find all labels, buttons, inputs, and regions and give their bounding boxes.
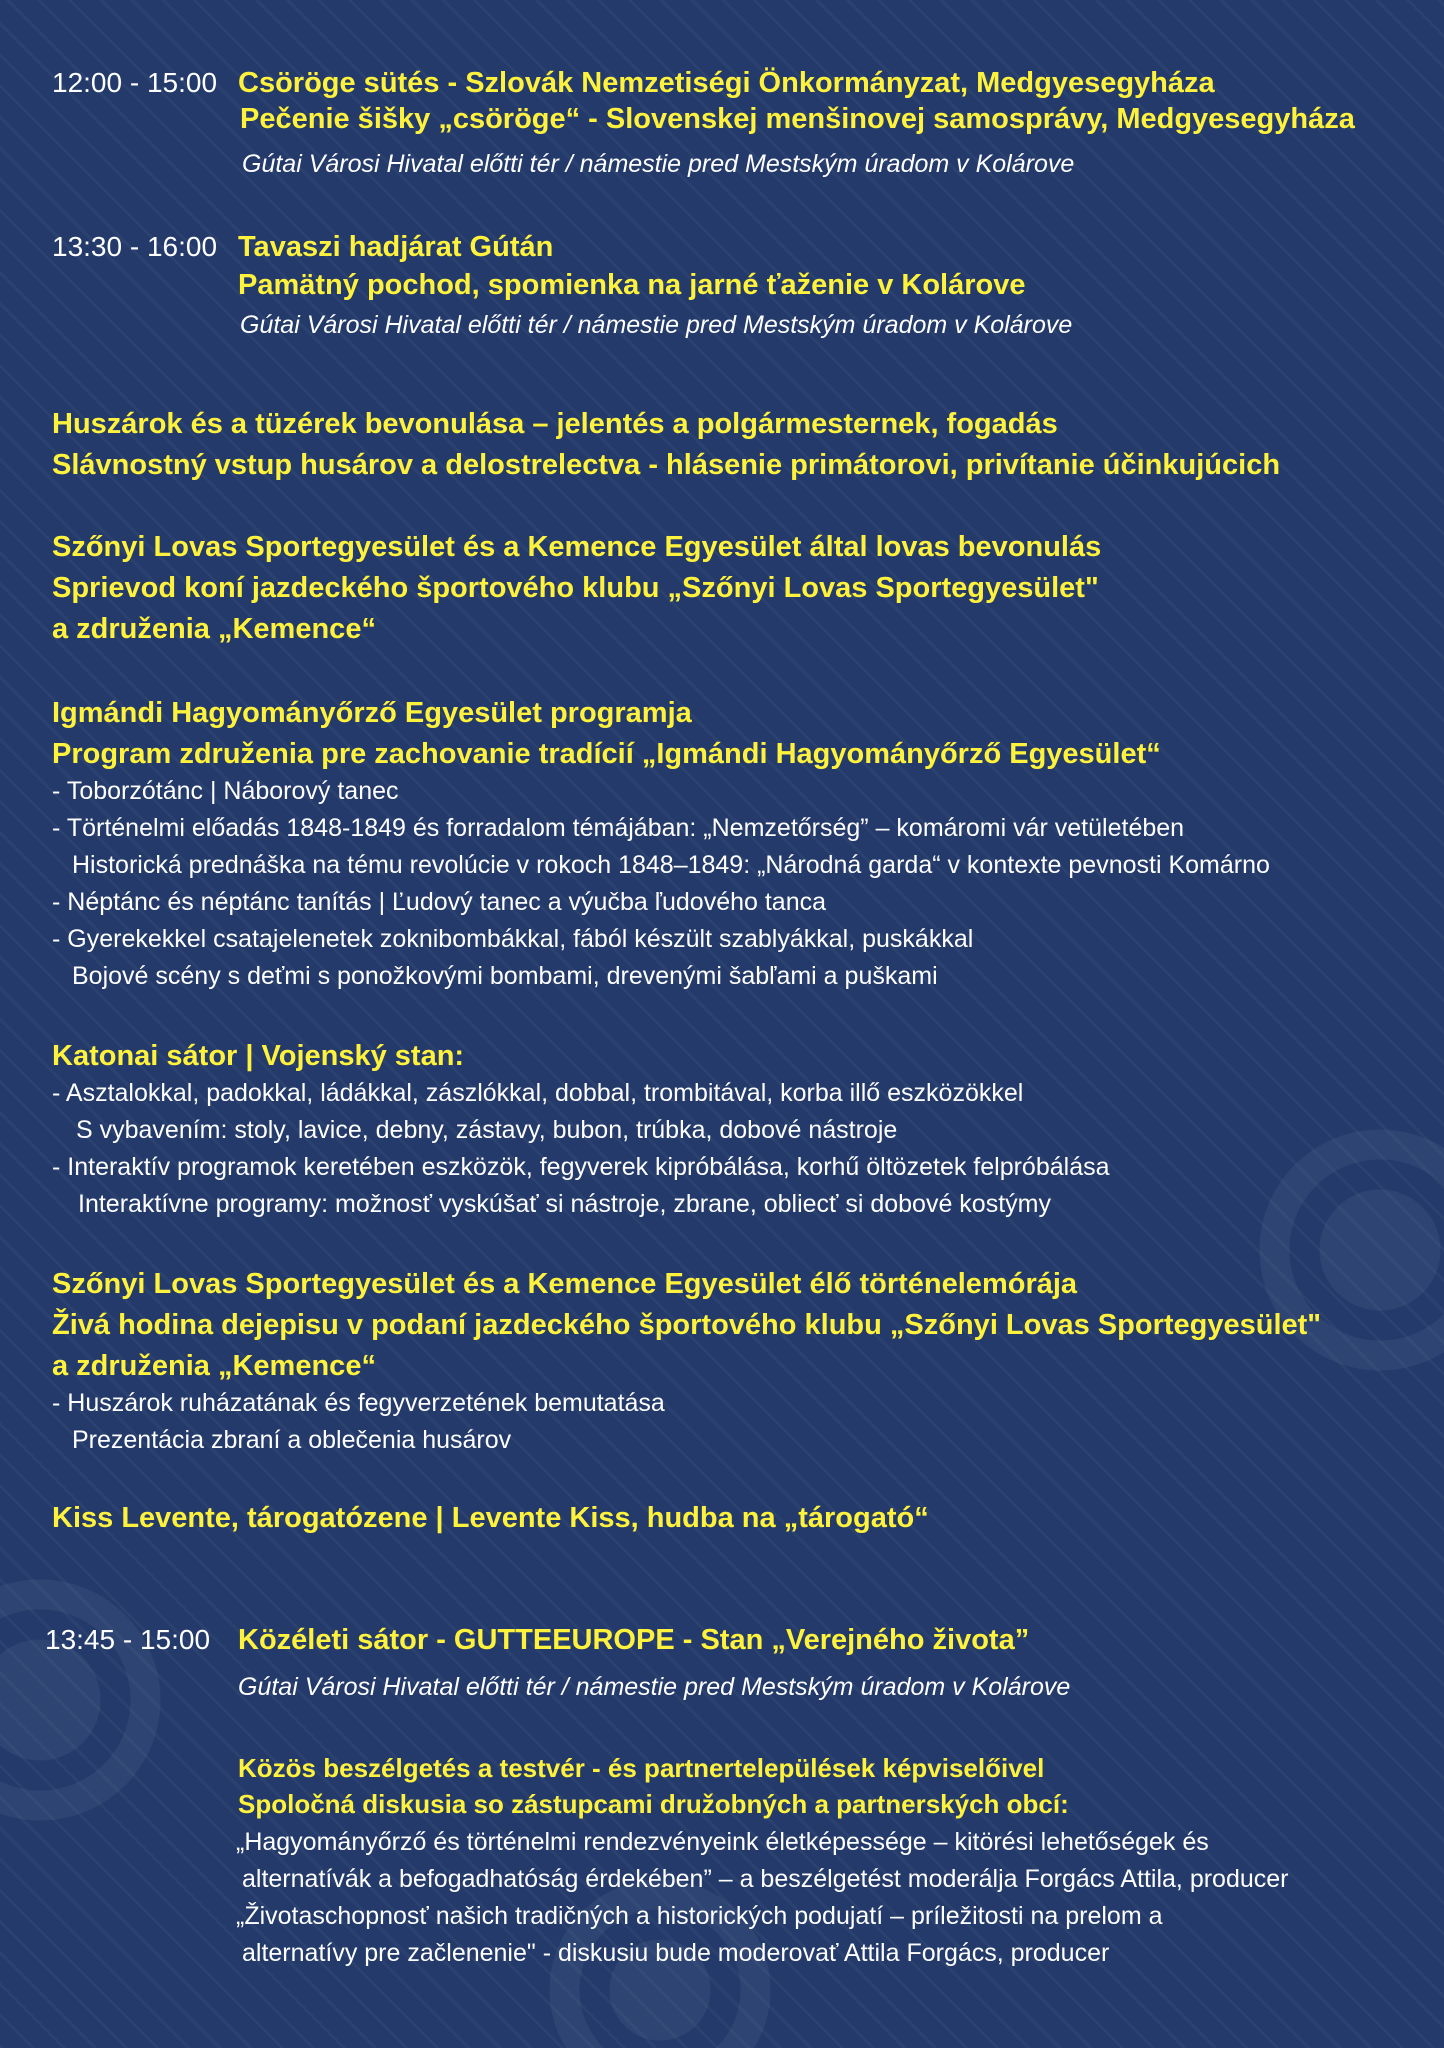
event3-sub-hu: Közös beszélgetés a testvér - és partnertelepülések képviselőivel bbox=[238, 1753, 1045, 1783]
riders-title-sk-2: a združenia „Kemence“ bbox=[52, 613, 376, 645]
tent-title: Katonai sátor | Vojenský stan: bbox=[52, 1040, 465, 1072]
igmand-item: - Néptánc és néptánc tanítás | Ľudový tanec a výučba ľudového tanca bbox=[52, 888, 827, 916]
hussars-title-hu: Huszárok és a tüzérek bevonulása – jelentés a polgármesternek, fogadás bbox=[52, 408, 1058, 440]
event3-line: „Životaschopnosť našich tradičných a historických podujatí – príležitosti na prelom a bbox=[236, 1902, 1163, 1930]
tent-item: - Asztalokkal, padokkal, ládákkal, zászlókkal, dobbal, trombitával, korba illő eszközökkel bbox=[52, 1079, 1024, 1107]
igmand-item: Bojové scény s deťmi s ponožkovými bombami, drevenými šabľami a puškami bbox=[72, 962, 938, 990]
event1-location: Gútai Városi Hivatal előtti tér / námestie pred Mestským úradom v Kolárove bbox=[242, 150, 1075, 178]
event3-line: alternatívy pre začlenenie" - diskusiu bude moderovať Attila Forgács, producer bbox=[242, 1939, 1110, 1967]
riders-title-hu: Szőnyi Lovas Sportegyesület és a Kemence Egyesület által lovas bevonulás bbox=[52, 531, 1102, 563]
music-title: Kiss Levente, tárogatózene | Levente Kiss, hudba na „tárogató“ bbox=[52, 1502, 929, 1534]
event3-time: 13:45 - 15:00 bbox=[45, 1624, 211, 1655]
igmand-item: - Toborzótánc | Náborový tanec bbox=[52, 777, 399, 805]
event2-title-sk: Pamätný pochod, spomienka na jarné ťaženie v Kolárove bbox=[238, 269, 1026, 301]
history-item: Prezentácia zbraní a oblečenia husárov bbox=[72, 1426, 512, 1454]
event3-sub-sk: Spoločná diskusia so zástupcami družobných a partnerských obcí: bbox=[238, 1789, 1069, 1819]
history-title-hu: Szőnyi Lovas Sportegyesület és a Kemence Egyesület élő történelemórája bbox=[52, 1268, 1078, 1300]
riders-title-sk-1: Sprievod koní jazdeckého športového klubu „Szőnyi Lovas Sportegyesület" bbox=[52, 572, 1099, 604]
history-title-sk-1: Živá hodina dejepisu v podaní jazdeckého športového klubu „Szőnyi Lovas Sportegyesület" bbox=[52, 1309, 1322, 1341]
event3-location: Gútai Városi Hivatal előtti tér / námestie pred Mestským úradom v Kolárove bbox=[238, 1673, 1071, 1701]
history-item: - Huszárok ruházatának és fegyverzetének bemutatása bbox=[52, 1389, 665, 1417]
tent-item: - Interaktív programok keretében eszközök, fegyverek kipróbálása, korhű öltözetek felpróbálása bbox=[52, 1153, 1110, 1181]
event3-title: Közéleti sátor - GUTTEEUROPE - Stan „Verejného života” bbox=[238, 1624, 1030, 1656]
igmand-title-hu: Igmándi Hagyományőrző Egyesület programja bbox=[52, 697, 692, 729]
event2-time: 13:30 - 16:00 bbox=[52, 231, 218, 262]
igmand-item: Historická prednáška na tému revolúcie v rokoch 1848–1849: „Národná garda“ v kontexte pevnosti Komárno bbox=[72, 851, 1270, 879]
event1-title-hu: Csöröge sütés - Szlovák Nemzetiségi Önkormányzat, Medgyesegyháza bbox=[238, 67, 1215, 99]
tent-item: Interaktívne programy: možnosť vyskúšať si nástroje, zbrane, obliecť si dobové kostýmy bbox=[78, 1190, 1051, 1218]
igmand-item: - Gyerekekkel csatajelenetek zoknibombákkal, fából készült szablyákkal, puskákkal bbox=[52, 925, 974, 953]
tent-item: S vybavením: stoly, lavice, debny, zástavy, bubon, trúbka, dobové nástroje bbox=[76, 1116, 898, 1144]
event1-time: 12:00 - 15:00 bbox=[52, 67, 218, 98]
event1-title-sk: Pečenie šišky „csöröge“ - Slovenskej menšinovej samosprávy, Medgyesegyháza bbox=[240, 103, 1355, 135]
hussars-title-sk: Slávnostný vstup husárov a delostrelectva - hlásenie primátorovi, privítanie účinkujúcich bbox=[52, 449, 1281, 481]
igmand-item: - Történelmi előadás 1848-1849 és forradalom témájában: „Nemzetőrség” – komáromi vár vetületében bbox=[52, 814, 1185, 842]
igmand-title-sk: Program združenia pre zachovanie tradícií „Igmándi Hagyományőrző Egyesület“ bbox=[52, 738, 1161, 770]
history-title-sk-2: a združenia „Kemence“ bbox=[52, 1350, 376, 1382]
event2-title-hu: Tavaszi hadjárat Gútán bbox=[238, 231, 554, 263]
event2-location: Gútai Városi Hivatal előtti tér / námestie pred Mestským úradom v Kolárove bbox=[240, 311, 1073, 339]
event3-line: alternatívák a befogadhatóság érdekében” – a beszélgetést moderálja Forgács Attila, producer bbox=[242, 1865, 1289, 1893]
event3-line: „Hagyományőrző és történelmi rendezvényeink életképessége – kitörési lehetőségek és bbox=[236, 1828, 1209, 1856]
